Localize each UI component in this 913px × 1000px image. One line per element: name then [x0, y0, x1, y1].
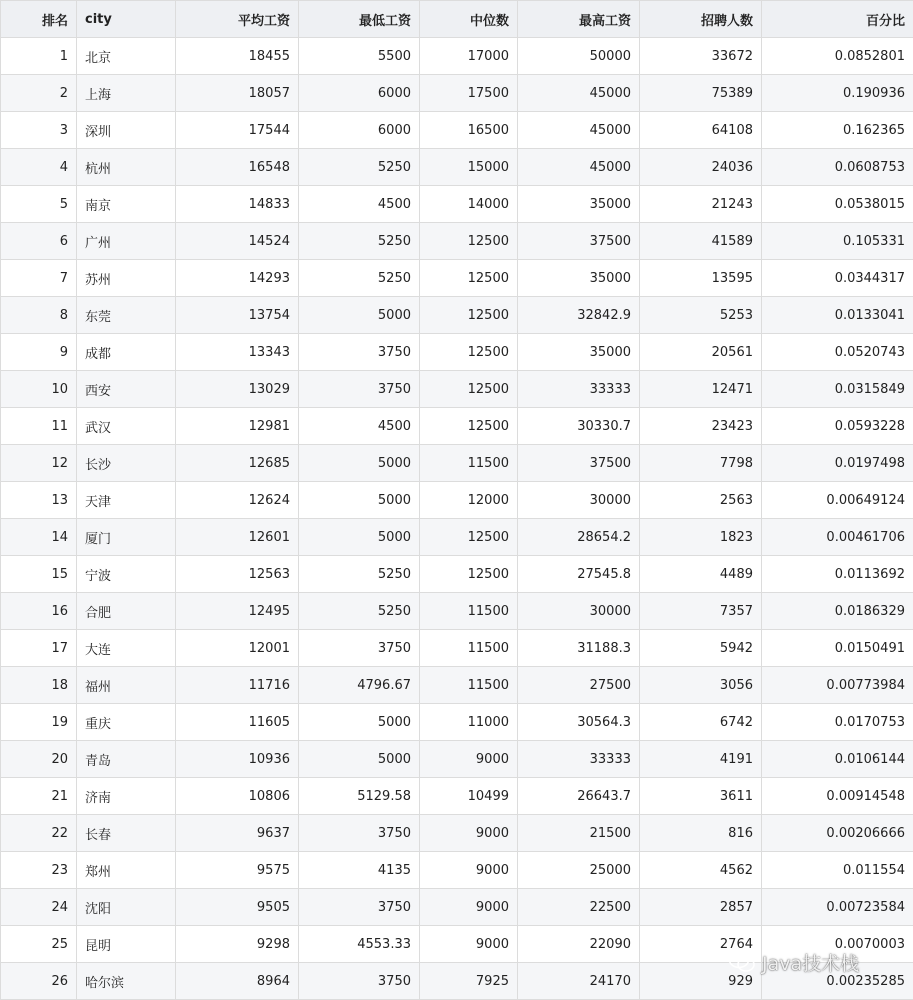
- header-avg-salary[interactable]: 平均工资: [176, 1, 299, 38]
- cell-avg-salary: 11605: [176, 704, 299, 741]
- cell-city: 重庆: [77, 704, 176, 741]
- cell-median: 17500: [420, 75, 518, 112]
- cell-max-salary: 22090: [518, 926, 640, 963]
- cell-rank: 8: [1, 297, 77, 334]
- cell-min-salary: 3750: [299, 889, 420, 926]
- table-row[interactable]: [1, 519, 913, 556]
- cell-avg-salary: 13754: [176, 297, 299, 334]
- cell-avg-salary: 14833: [176, 186, 299, 223]
- header-min-salary[interactable]: 最低工资: [299, 1, 420, 38]
- cell-min-salary: 5129.58: [299, 778, 420, 815]
- cell-avg-salary: 16548: [176, 149, 299, 186]
- cell-hires: 929: [640, 963, 762, 1000]
- header-percent[interactable]: 百分比: [762, 1, 913, 38]
- cell-avg-salary: 12563: [176, 556, 299, 593]
- cell-max-salary: 33333: [518, 371, 640, 408]
- cell-avg-salary: 12981: [176, 408, 299, 445]
- cell-city: 济南: [77, 778, 176, 815]
- cell-hires: 24036: [640, 149, 762, 186]
- cell-hires: 33672: [640, 38, 762, 75]
- watermark-text: Java技术栈: [762, 952, 860, 975]
- cell-percent: 0.190936: [762, 75, 913, 112]
- cell-min-salary: 5000: [299, 297, 420, 334]
- cell-min-salary: 5000: [299, 704, 420, 741]
- table-row[interactable]: [1, 593, 913, 630]
- cell-rank: 2: [1, 75, 77, 112]
- cell-median: 11000: [420, 704, 518, 741]
- cell-city: 哈尔滨: [77, 963, 176, 1000]
- cell-city: 沈阳: [77, 889, 176, 926]
- cell-percent: 0.0170753: [762, 704, 913, 741]
- cell-rank: 17: [1, 630, 77, 667]
- cell-median: 10499: [420, 778, 518, 815]
- cell-city: 福州: [77, 667, 176, 704]
- cell-max-salary: 31188.3: [518, 630, 640, 667]
- table-row[interactable]: [1, 75, 913, 112]
- header-hires[interactable]: 招聘人数: [640, 1, 762, 38]
- cell-max-salary: 30564.3: [518, 704, 640, 741]
- cell-hires: 23423: [640, 408, 762, 445]
- cell-rank: 23: [1, 852, 77, 889]
- cell-min-salary: 5250: [299, 223, 420, 260]
- cell-rank: 25: [1, 926, 77, 963]
- cell-rank: 14: [1, 519, 77, 556]
- table-row[interactable]: [1, 741, 913, 778]
- cell-percent: 0.011554: [762, 852, 913, 889]
- cell-min-salary: 4553.33: [299, 926, 420, 963]
- cell-avg-salary: 9298: [176, 926, 299, 963]
- table-row[interactable]: [1, 445, 913, 482]
- cell-percent: 0.105331: [762, 223, 913, 260]
- cell-median: 9000: [420, 926, 518, 963]
- cell-min-salary: 5500: [299, 38, 420, 75]
- table-row[interactable]: [1, 556, 913, 593]
- cell-city: 大连: [77, 630, 176, 667]
- cell-hires: 12471: [640, 371, 762, 408]
- cell-max-salary: 22500: [518, 889, 640, 926]
- cell-avg-salary: 12001: [176, 630, 299, 667]
- cell-percent: 0.00461706: [762, 519, 913, 556]
- cell-median: 9000: [420, 815, 518, 852]
- cell-median: 12500: [420, 556, 518, 593]
- cell-min-salary: 3750: [299, 371, 420, 408]
- cell-rank: 13: [1, 482, 77, 519]
- cell-median: 11500: [420, 630, 518, 667]
- table-row[interactable]: [1, 815, 913, 852]
- table-row[interactable]: [1, 371, 913, 408]
- cell-rank: 11: [1, 408, 77, 445]
- cell-hires: 7357: [640, 593, 762, 630]
- cell-median: 9000: [420, 889, 518, 926]
- cell-min-salary: 5250: [299, 593, 420, 630]
- table-row[interactable]: [1, 778, 913, 815]
- cell-city: 杭州: [77, 149, 176, 186]
- cell-min-salary: 3750: [299, 963, 420, 1000]
- cell-city: 长沙: [77, 445, 176, 482]
- cell-percent: 0.0133041: [762, 297, 913, 334]
- cell-min-salary: 4135: [299, 852, 420, 889]
- table-row[interactable]: [1, 963, 913, 1000]
- cell-min-salary: 6000: [299, 112, 420, 149]
- cell-avg-salary: 14524: [176, 223, 299, 260]
- cell-rank: 4: [1, 149, 77, 186]
- cell-city: 青岛: [77, 741, 176, 778]
- cell-median: 7925: [420, 963, 518, 1000]
- cell-max-salary: 33333: [518, 741, 640, 778]
- cell-avg-salary: 18057: [176, 75, 299, 112]
- cell-max-salary: 30000: [518, 593, 640, 630]
- cell-min-salary: 3750: [299, 630, 420, 667]
- cell-percent: 0.0315849: [762, 371, 913, 408]
- cell-max-salary: 45000: [518, 75, 640, 112]
- cell-hires: 75389: [640, 75, 762, 112]
- cell-hires: 21243: [640, 186, 762, 223]
- table-row[interactable]: [1, 889, 913, 926]
- cell-max-salary: 32842.9: [518, 297, 640, 334]
- cell-avg-salary: 13343: [176, 334, 299, 371]
- cell-hires: 3611: [640, 778, 762, 815]
- cell-avg-salary: 10936: [176, 741, 299, 778]
- header-median[interactable]: 中位数: [420, 1, 518, 38]
- cell-rank: 15: [1, 556, 77, 593]
- cell-median: 12500: [420, 223, 518, 260]
- cell-min-salary: 5000: [299, 519, 420, 556]
- cell-median: 9000: [420, 741, 518, 778]
- cell-min-salary: 5250: [299, 260, 420, 297]
- cell-percent: 0.0344317: [762, 260, 913, 297]
- cell-rank: 21: [1, 778, 77, 815]
- cell-min-salary: 4500: [299, 186, 420, 223]
- cell-percent: 0.0197498: [762, 445, 913, 482]
- cell-max-salary: 45000: [518, 112, 640, 149]
- cell-hires: 2764: [640, 926, 762, 963]
- cell-hires: 4489: [640, 556, 762, 593]
- cell-percent: 0.0186329: [762, 593, 913, 630]
- table-row[interactable]: [1, 260, 913, 297]
- cell-median: 12500: [420, 334, 518, 371]
- table-row[interactable]: [1, 297, 913, 334]
- cell-city: 东莞: [77, 297, 176, 334]
- cell-min-salary: 5000: [299, 445, 420, 482]
- cell-rank: 16: [1, 593, 77, 630]
- header-rank[interactable]: 排名: [1, 1, 77, 38]
- cell-median: 17000: [420, 38, 518, 75]
- cell-city: 合肥: [77, 593, 176, 630]
- cell-min-salary: 5250: [299, 149, 420, 186]
- cell-max-salary: 27500: [518, 667, 640, 704]
- cell-avg-salary: 13029: [176, 371, 299, 408]
- cell-avg-salary: 11716: [176, 667, 299, 704]
- cell-avg-salary: 12624: [176, 482, 299, 519]
- cell-median: 11500: [420, 593, 518, 630]
- cell-city: 广州: [77, 223, 176, 260]
- cell-median: 12500: [420, 371, 518, 408]
- cell-city: 郑州: [77, 852, 176, 889]
- cell-percent: 0.00649124: [762, 482, 913, 519]
- cell-min-salary: 5250: [299, 556, 420, 593]
- cell-max-salary: 37500: [518, 445, 640, 482]
- table-row[interactable]: [1, 334, 913, 371]
- cell-min-salary: 3750: [299, 815, 420, 852]
- cell-rank: 18: [1, 667, 77, 704]
- cell-hires: 41589: [640, 223, 762, 260]
- cell-max-salary: 30000: [518, 482, 640, 519]
- cell-hires: 64108: [640, 112, 762, 149]
- cell-median: 14000: [420, 186, 518, 223]
- cell-hires: 816: [640, 815, 762, 852]
- table-row[interactable]: [1, 38, 913, 75]
- cell-hires: 13595: [640, 260, 762, 297]
- cell-max-salary: 26643.7: [518, 778, 640, 815]
- cell-percent: 0.162365: [762, 112, 913, 149]
- cell-max-salary: 35000: [518, 186, 640, 223]
- header-max-salary[interactable]: 最高工资: [518, 1, 640, 38]
- cell-rank: 3: [1, 112, 77, 149]
- table-body: [1, 38, 913, 1000]
- cell-percent: 0.00723584: [762, 889, 913, 926]
- cell-city: 昆明: [77, 926, 176, 963]
- table-row[interactable]: [1, 630, 913, 667]
- cell-city: 上海: [77, 75, 176, 112]
- cell-min-salary: 3750: [299, 334, 420, 371]
- cell-median: 11500: [420, 445, 518, 482]
- cell-percent: 0.00773984: [762, 667, 913, 704]
- cell-avg-salary: 17544: [176, 112, 299, 149]
- cell-percent: 0.0520743: [762, 334, 913, 371]
- cell-avg-salary: 9637: [176, 815, 299, 852]
- table-row[interactable]: [1, 926, 913, 963]
- cell-percent: 0.00914548: [762, 778, 913, 815]
- cell-percent: 0.0608753: [762, 149, 913, 186]
- cell-rank: 19: [1, 704, 77, 741]
- cell-hires: 2563: [640, 482, 762, 519]
- cell-max-salary: 24170: [518, 963, 640, 1000]
- cell-median: 12500: [420, 408, 518, 445]
- cell-rank: 12: [1, 445, 77, 482]
- cell-rank: 5: [1, 186, 77, 223]
- cell-city: 深圳: [77, 112, 176, 149]
- cell-percent: 0.0538015: [762, 186, 913, 223]
- cell-percent: 0.0150491: [762, 630, 913, 667]
- cell-hires: 7798: [640, 445, 762, 482]
- table-header: [1, 1, 913, 38]
- cell-city: 西安: [77, 371, 176, 408]
- cell-max-salary: 21500: [518, 815, 640, 852]
- cell-max-salary: 37500: [518, 223, 640, 260]
- table-row[interactable]: [1, 149, 913, 186]
- cell-median: 12500: [420, 297, 518, 334]
- cell-city: 长春: [77, 815, 176, 852]
- cell-hires: 4191: [640, 741, 762, 778]
- cell-avg-salary: 9575: [176, 852, 299, 889]
- cell-percent: 0.0852801: [762, 38, 913, 75]
- cell-city: 武汉: [77, 408, 176, 445]
- cell-city: 南京: [77, 186, 176, 223]
- header-row: [1, 1, 913, 38]
- cell-hires: 6742: [640, 704, 762, 741]
- cell-median: 11500: [420, 667, 518, 704]
- cell-min-salary: 4796.67: [299, 667, 420, 704]
- table-row[interactable]: [1, 186, 913, 223]
- cell-median: 12500: [420, 260, 518, 297]
- cell-median: 16500: [420, 112, 518, 149]
- cell-median: 15000: [420, 149, 518, 186]
- cell-max-salary: 50000: [518, 38, 640, 75]
- cell-rank: 9: [1, 334, 77, 371]
- cell-median: 12500: [420, 519, 518, 556]
- cell-rank: 24: [1, 889, 77, 926]
- cell-rank: 6: [1, 223, 77, 260]
- cell-max-salary: 45000: [518, 149, 640, 186]
- cell-avg-salary: 10806: [176, 778, 299, 815]
- table-row[interactable]: [1, 852, 913, 889]
- table-row[interactable]: [1, 112, 913, 149]
- cell-max-salary: 35000: [518, 334, 640, 371]
- header-city[interactable]: city: [77, 1, 176, 38]
- cell-min-salary: 5000: [299, 741, 420, 778]
- table-row[interactable]: [1, 482, 913, 519]
- table-row[interactable]: [1, 223, 913, 260]
- cell-percent: 0.0593228: [762, 408, 913, 445]
- cell-max-salary: 30330.7: [518, 408, 640, 445]
- cell-hires: 3056: [640, 667, 762, 704]
- cell-hires: 2857: [640, 889, 762, 926]
- cell-percent: 0.0113692: [762, 556, 913, 593]
- cell-avg-salary: 18455: [176, 38, 299, 75]
- cell-rank: 10: [1, 371, 77, 408]
- cell-avg-salary: 12685: [176, 445, 299, 482]
- cell-median: 12000: [420, 482, 518, 519]
- cell-rank: 26: [1, 963, 77, 1000]
- cell-hires: 20561: [640, 334, 762, 371]
- cell-percent: 0.00206666: [762, 815, 913, 852]
- table-row[interactable]: [1, 667, 913, 704]
- cell-hires: 4562: [640, 852, 762, 889]
- cell-avg-salary: 14293: [176, 260, 299, 297]
- cell-max-salary: 25000: [518, 852, 640, 889]
- cell-rank: 22: [1, 815, 77, 852]
- cell-max-salary: 27545.8: [518, 556, 640, 593]
- cell-hires: 5942: [640, 630, 762, 667]
- cell-avg-salary: 12601: [176, 519, 299, 556]
- cell-min-salary: 4500: [299, 408, 420, 445]
- cell-median: 9000: [420, 852, 518, 889]
- cell-city: 宁波: [77, 556, 176, 593]
- cell-max-salary: 28654.2: [518, 519, 640, 556]
- cell-avg-salary: 12495: [176, 593, 299, 630]
- cell-avg-salary: 9505: [176, 889, 299, 926]
- cell-rank: 20: [1, 741, 77, 778]
- cell-hires: 1823: [640, 519, 762, 556]
- table-row[interactable]: [1, 704, 913, 741]
- cell-percent: 0.00235285: [762, 963, 913, 1000]
- cell-rank: 7: [1, 260, 77, 297]
- cell-city: 苏州: [77, 260, 176, 297]
- cell-city: 厦门: [77, 519, 176, 556]
- cell-hires: 5253: [640, 297, 762, 334]
- cell-percent: 0.0106144: [762, 741, 913, 778]
- cell-min-salary: 6000: [299, 75, 420, 112]
- cell-rank: 1: [1, 38, 77, 75]
- cell-city: 天津: [77, 482, 176, 519]
- cell-min-salary: 5000: [299, 482, 420, 519]
- cell-avg-salary: 8964: [176, 963, 299, 1000]
- cell-percent: 0.0070003: [762, 926, 913, 963]
- cell-city: 北京: [77, 38, 176, 75]
- cell-max-salary: 35000: [518, 260, 640, 297]
- cell-city: 成都: [77, 334, 176, 371]
- table-row[interactable]: [1, 408, 913, 445]
